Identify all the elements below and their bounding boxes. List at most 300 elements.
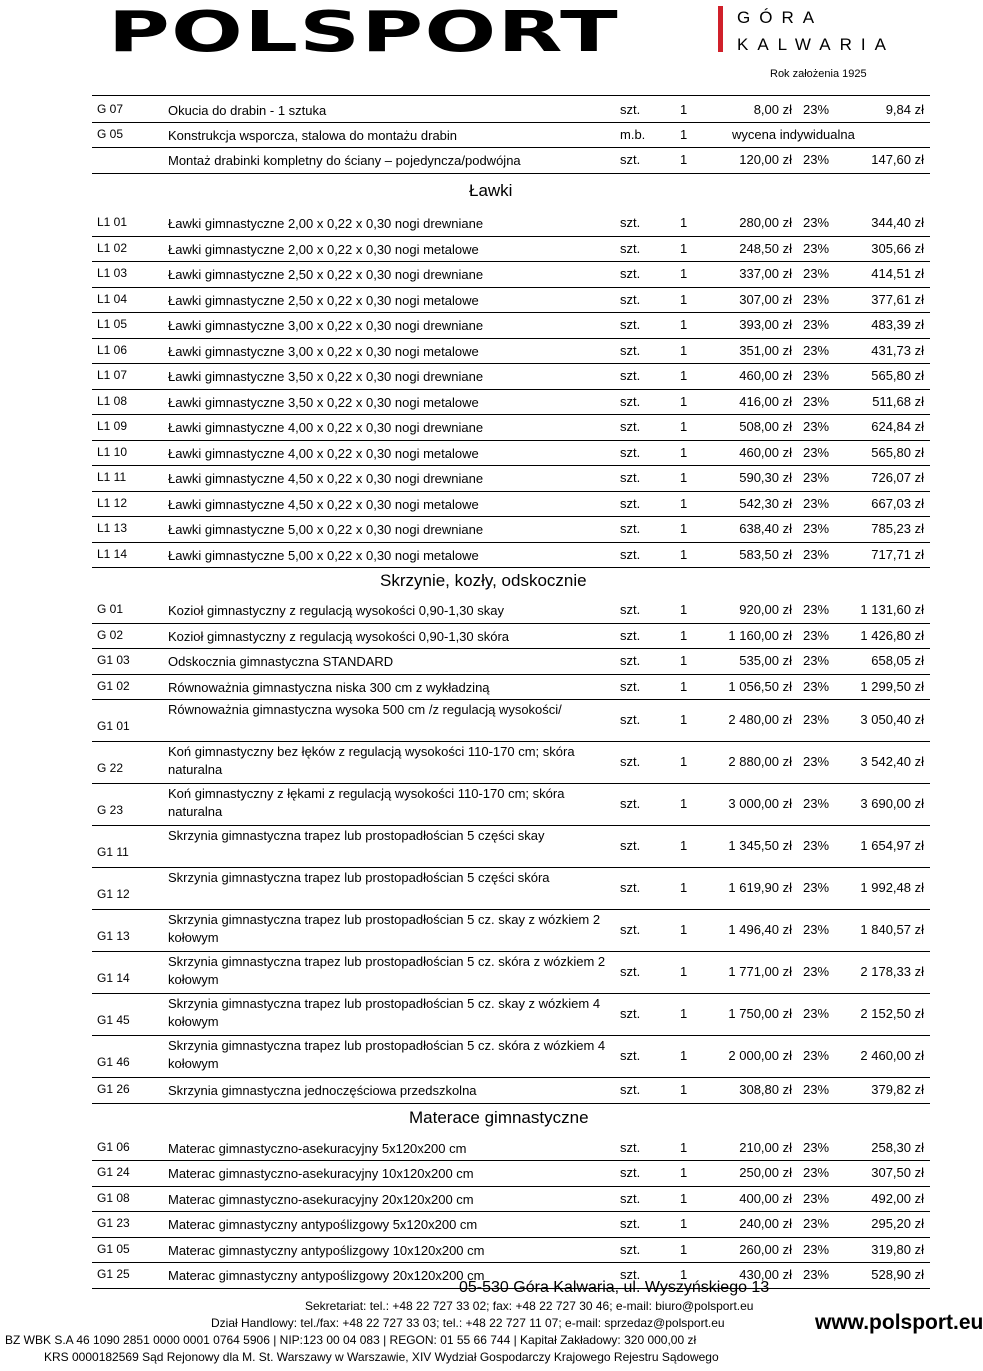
row-net-price: 400,00 zł — [739, 1190, 792, 1206]
row-name: Ławki gimnastyczne 5,00 x 0,22 x 0,30 nogi drewniane — [168, 522, 484, 537]
row-name: Ławki gimnastyczne 3,50 x 0,22 x 0,30 nogi metalowe — [168, 394, 479, 410]
row-code: G1 46 — [97, 1055, 130, 1069]
row-gross-price: 2 178,33 zł — [860, 964, 924, 979]
row-gross-price: 9,84 zł — [885, 102, 924, 117]
row-unit: szt. — [620, 1190, 641, 1206]
row-code: L1 08 — [97, 393, 128, 408]
row-code: G 07 — [97, 102, 124, 116]
row-vat: 23% — [803, 653, 830, 668]
row-net-price: 1 345,50 zł — [728, 838, 792, 853]
row-vat: 23% — [803, 1082, 830, 1097]
row-vat: 23% — [803, 444, 830, 460]
row-qty: 1 — [680, 653, 688, 668]
table-row — [92, 261, 930, 288]
row-code: G 01 — [97, 602, 124, 616]
table-row — [92, 147, 930, 174]
row-net-price: 416,00 zł — [739, 393, 792, 409]
row-name: Konstrukcja wsporcza, stalowa do montażu drabin — [168, 128, 458, 143]
row-net-price: 508,00 zł — [739, 419, 792, 434]
table-top-border — [92, 95, 930, 96]
row-gross-price: 1 426,80 zł — [860, 627, 924, 643]
table-row — [92, 867, 930, 910]
row-code: G1 24 — [97, 1165, 130, 1179]
website-link[interactable]: www.polsport.eu — [815, 1311, 983, 1334]
row-gross-price: 511,68 zł — [872, 393, 924, 409]
table-row — [92, 1211, 930, 1238]
section-title-materace: Materace gimnastyczne — [409, 1107, 589, 1127]
section-title-lawki: Ławki — [469, 181, 513, 200]
row-name: Skrzynia gimnastyczna trapez lub prostopadłościan 5 części skóra — [168, 870, 550, 885]
row-net-price: 351,00 zł — [739, 342, 792, 358]
table-row — [92, 389, 930, 416]
row-net-price: 2 000,00 zł — [728, 1048, 792, 1063]
row-net-price: 393,00 zł — [739, 317, 792, 332]
row-net-price: 248,50 zł — [739, 240, 792, 256]
table-row — [92, 414, 930, 441]
table-row — [92, 236, 930, 263]
row-qty: 1 — [680, 1165, 688, 1180]
row-unit: szt. — [620, 712, 641, 727]
table-row — [92, 993, 930, 1036]
row-qty: 1 — [680, 880, 688, 895]
row-gross-price: 1 840,57 zł — [860, 922, 924, 937]
row-vat: 23% — [803, 291, 830, 307]
row-unit: szt. — [620, 470, 641, 485]
row-gross-price: 258,30 zł — [871, 1139, 924, 1155]
row-code: L1 12 — [97, 495, 128, 510]
row-gross-price: 377,61 zł — [871, 291, 924, 307]
row-net-price: 2 880,00 zł — [728, 754, 792, 769]
row-unit: szt. — [620, 291, 641, 307]
row-vat: 23% — [803, 838, 830, 853]
row-gross-price: 379,82 zł — [871, 1082, 924, 1097]
row-qty: 1 — [680, 521, 688, 536]
row-qty: 1 — [680, 678, 688, 694]
row-gross-price: 1 299,50 zł — [860, 678, 924, 694]
table-row — [92, 674, 930, 701]
row-vat: 23% — [803, 393, 830, 409]
row-unit: szt. — [620, 653, 641, 668]
table-row — [92, 465, 930, 492]
row-qty: 1 — [680, 215, 688, 230]
row-vat: 23% — [803, 1216, 830, 1231]
row-gross-price: 1 131,60 zł — [860, 602, 924, 617]
row-name: Skrzynia gimnastyczna jednoczęściowa przedszkolna — [168, 1083, 477, 1098]
row-name: Równoważnia gimnastyczna niska 300 cm z wykładziną — [168, 679, 490, 695]
footer-sales: Dział Handlowy: tel./fax: +48 22 727 33 03; tel.: +48 22 727 11 07; e-mail: sprzedaz@polsport.eu — [211, 1316, 725, 1330]
table-row — [92, 648, 930, 675]
row-name: Ławki gimnastyczne 2,00 x 0,22 x 0,30 nogi drewniane — [168, 216, 484, 231]
row-qty: 1 — [680, 102, 688, 117]
row-vat: 23% — [803, 266, 830, 281]
row-gross-price: 565,80 zł — [871, 368, 924, 383]
row-name: Materac gimnastyczno-asekuracyjny 20x120x200 cm — [168, 1191, 474, 1207]
row-unit: szt. — [620, 1006, 641, 1021]
row-code: L1 07 — [97, 368, 128, 382]
row-qty: 1 — [680, 368, 688, 383]
table-row — [92, 1135, 930, 1162]
row-code: G 23 — [97, 803, 124, 817]
row-net-price: 1 160,00 zł — [728, 627, 792, 643]
row-gross-price: 305,66 zł — [871, 240, 924, 256]
city-line-2: KALWARIA — [737, 35, 895, 54]
row-name: Ławki gimnastyczne 4,50 x 0,22 x 0,30 nogi metalowe — [168, 496, 479, 512]
row-net-price: 120,00 zł — [739, 152, 792, 167]
row-qty: 1 — [680, 342, 688, 358]
row-code: L1 02 — [97, 240, 128, 255]
row-unit: szt. — [620, 796, 641, 811]
row-net-price: 260,00 zł — [739, 1241, 792, 1257]
row-qty: 1 — [680, 754, 688, 769]
row-name: Materac gimnastyczno-asekuracyjny 10x120x200 cm — [168, 1166, 474, 1181]
row-code: G1 25 — [97, 1267, 130, 1281]
row-vat: 23% — [803, 470, 830, 485]
row-qty: 1 — [680, 712, 688, 727]
row-qty: 1 — [680, 627, 688, 643]
row-unit: szt. — [620, 964, 641, 979]
row-gross-price: 717,71 zł — [871, 546, 924, 562]
row-code: L1 06 — [97, 342, 128, 357]
row-unit: szt. — [620, 754, 641, 769]
row-name: Ławki gimnastyczne 3,50 x 0,22 x 0,30 nogi drewniane — [168, 369, 484, 384]
table-row — [92, 1035, 930, 1078]
table-row — [92, 597, 930, 624]
row-vat: 23% — [803, 368, 830, 383]
row-name: Montaż drabinki kompletny do ściany – pojedyncza/podwójna — [168, 153, 521, 168]
row-net-price: 1 771,00 zł — [728, 964, 792, 979]
row-code: L1 13 — [97, 521, 128, 535]
row-code: G1 14 — [97, 971, 130, 985]
row-qty: 1 — [680, 922, 688, 937]
row-code: G1 11 — [97, 845, 129, 859]
row-vat: 23% — [803, 602, 830, 617]
row-unit: szt. — [620, 317, 641, 332]
row-name: Materac gimnastyczno-asekuracyjny 5x120x200 cm — [168, 1140, 467, 1156]
row-qty: 1 — [680, 240, 688, 256]
row-name: Materac gimnastyczny antypoślizgowy 20x120x200 cm — [168, 1268, 485, 1283]
footer-bank: BZ WBK S.A 46 1090 2851 0000 0001 0764 5906 | NIP:123 00 04 083 | REGON: 01 55 66 744 | Kapitał Zakładowy: 320 000,00 zł — [5, 1333, 697, 1347]
row-code: L1 04 — [97, 291, 128, 306]
row-name: Ławki gimnastyczne 4,00 x 0,22 x 0,30 nogi drewniane — [168, 420, 484, 435]
row-net-price: 3 000,00 zł — [728, 796, 792, 811]
row-unit: szt. — [620, 495, 641, 511]
row-gross-price: 565,80 zł — [871, 444, 924, 460]
row-code: L1 14 — [97, 546, 128, 561]
row-qty: 1 — [680, 1006, 688, 1021]
row-unit: szt. — [620, 215, 641, 230]
row-gross-price: 3 050,40 zł — [860, 712, 924, 727]
table-row — [92, 741, 930, 784]
row-note: wycena indywidualna — [732, 127, 855, 142]
row-vat: 23% — [803, 317, 830, 332]
row-unit: m.b. — [620, 127, 646, 142]
table-row — [92, 338, 930, 365]
footer-secretariat: Sekretariat: tel.: +48 22 727 33 02; fax: +48 22 727 30 46; e-mail: biuro@polsport.eu — [305, 1299, 754, 1313]
table-row — [92, 783, 930, 826]
row-qty: 1 — [680, 838, 688, 853]
row-gross-price: 2 460,00 zł — [860, 1048, 924, 1063]
row-name: Ławki gimnastyczne 4,50 x 0,22 x 0,30 nogi drewniane — [168, 471, 484, 486]
row-qty: 1 — [680, 127, 688, 142]
row-unit: szt. — [620, 240, 641, 256]
row-net-price: 8,00 zł — [753, 102, 792, 117]
row-gross-price: 1 654,97 zł — [860, 838, 924, 853]
row-code: G1 02 — [97, 678, 130, 693]
row-name: Ławki gimnastyczne 3,00 x 0,22 x 0,30 nogi metalowe — [168, 343, 479, 359]
row-vat: 23% — [803, 678, 830, 694]
table-row — [92, 1077, 930, 1104]
row-qty: 1 — [680, 1241, 688, 1257]
row-name: Ławki gimnastyczne 2,00 x 0,22 x 0,30 nogi metalowe — [168, 241, 479, 257]
row-code: G1 05 — [97, 1241, 130, 1256]
table-row — [92, 909, 930, 952]
table-row — [92, 363, 930, 390]
table-row — [92, 122, 930, 148]
row-vat: 23% — [803, 419, 830, 434]
row-net-price: 250,00 zł — [739, 1165, 792, 1180]
row-vat: 23% — [803, 880, 830, 895]
row-code: G1 08 — [97, 1190, 130, 1205]
row-unit: szt. — [620, 1139, 641, 1155]
row-code: G1 03 — [97, 653, 130, 667]
row-code: L1 03 — [97, 266, 128, 280]
row-gross-price: 147,60 zł — [871, 152, 924, 167]
row-vat: 23% — [803, 712, 830, 727]
row-code: L1 10 — [97, 444, 128, 459]
row-code: G 02 — [97, 627, 124, 642]
row-unit: szt. — [620, 368, 641, 383]
row-vat: 23% — [803, 215, 830, 230]
row-qty: 1 — [680, 393, 688, 409]
row-vat: 23% — [803, 1048, 830, 1063]
row-qty: 1 — [680, 546, 688, 562]
row-code: L1 05 — [97, 317, 128, 331]
row-net-price: 535,00 zł — [739, 653, 792, 668]
row-code: G1 23 — [97, 1216, 130, 1230]
row-code: G1 26 — [97, 1082, 130, 1096]
row-code: G1 45 — [97, 1013, 130, 1027]
row-name: Skrzynia gimnastyczna trapez lub prostopadłościan 5 cz. skay z wózkiem 2 kołowym — [168, 912, 601, 945]
table-row — [92, 542, 930, 569]
row-net-price: 1 619,90 zł — [728, 880, 792, 895]
row-code: G 05 — [97, 127, 124, 141]
row-vat: 23% — [803, 1241, 830, 1257]
row-qty: 1 — [680, 1139, 688, 1155]
row-unit: szt. — [620, 838, 641, 853]
row-gross-price: 295,20 zł — [871, 1216, 924, 1231]
row-qty: 1 — [680, 1267, 688, 1282]
row-vat: 23% — [803, 1190, 830, 1206]
row-gross-price: 2 152,50 zł — [860, 1006, 924, 1021]
polsport-logo: POLSPORT — [108, 0, 619, 65]
page-header — [0, 0, 960, 92]
row-vat: 23% — [803, 152, 830, 167]
row-name: Koń gimnastyczny z łękami z regulacją wysokości 110-170 cm; skóra naturalna — [168, 786, 565, 819]
row-vat: 23% — [803, 1006, 830, 1021]
table-row — [92, 210, 930, 237]
row-code: L1 01 — [97, 215, 128, 229]
row-unit: szt. — [620, 419, 641, 434]
row-gross-price: 3 690,00 zł — [860, 796, 924, 811]
row-name: Odskocznia gimnastyczna STANDARD — [168, 654, 394, 669]
row-gross-price: 319,80 zł — [871, 1241, 924, 1257]
row-unit: szt. — [620, 602, 641, 617]
row-gross-price: 1 992,48 zł — [860, 880, 924, 895]
row-qty: 1 — [680, 419, 688, 434]
row-vat: 23% — [803, 964, 830, 979]
row-gross-price: 528,90 zł — [871, 1267, 924, 1282]
table-row — [92, 1237, 930, 1264]
row-unit: szt. — [620, 922, 641, 937]
row-qty: 1 — [680, 444, 688, 460]
row-net-price: 308,80 zł — [739, 1082, 792, 1097]
section-title-skrzynie: Skrzynie, kozły, odskocznie — [380, 571, 587, 590]
table-row — [92, 440, 930, 467]
row-unit: szt. — [620, 521, 641, 536]
row-net-price: 583,50 zł — [739, 546, 792, 562]
city-line-1: GÓRA — [737, 8, 824, 27]
row-qty: 1 — [680, 291, 688, 307]
row-net-price: 1 496,40 zł — [728, 922, 792, 937]
logo-separator — [718, 6, 723, 52]
row-name: Skrzynia gimnastyczna trapez lub prostopadłościan 5 części skay — [168, 828, 545, 843]
row-name: Równoważnia gimnastyczna wysoka 500 cm /z regulacją wysokości/ — [168, 702, 562, 717]
footer-krs: KRS 0000182569 Sąd Rejonowy dla M. St. Warszawy w Warszawie, XIV Wydział Gospodarczy Krajowego Rejestru Sądowego — [44, 1350, 719, 1364]
row-name: Ławki gimnastyczne 4,00 x 0,22 x 0,30 nogi metalowe — [168, 445, 479, 461]
row-gross-price: 414,51 zł — [871, 266, 924, 281]
row-name: Kozioł gimnastyczny z regulacją wysokości 0,90-1,30 skay — [168, 603, 504, 618]
row-name: Skrzynia gimnastyczna trapez lub prostopadłościan 5 cz. skóra z wózkiem 4 kołowym — [168, 1038, 606, 1071]
table-row — [92, 825, 930, 868]
row-code: L1 09 — [97, 419, 128, 433]
row-net-price: 542,30 zł — [739, 495, 792, 511]
row-code: G 22 — [97, 761, 124, 775]
row-net-price: 460,00 zł — [739, 368, 792, 383]
row-name: Koń gimnastyczny bez łęków z regulacją wysokości 110-170 cm; skóra naturalna — [168, 744, 575, 777]
row-vat: 23% — [803, 495, 830, 511]
row-name: Kozioł gimnastyczny z regulacją wysokości 0,90-1,30 skóra — [168, 628, 510, 644]
row-gross-price: 344,40 zł — [871, 215, 924, 230]
row-net-price: 590,30 zł — [739, 470, 792, 485]
row-unit: szt. — [620, 1216, 641, 1231]
row-code: G1 13 — [97, 929, 130, 943]
row-gross-price: 307,50 zł — [871, 1165, 924, 1180]
row-vat: 23% — [803, 342, 830, 358]
row-net-price: 920,00 zł — [739, 602, 792, 617]
row-gross-price: 3 542,40 zł — [860, 754, 924, 769]
row-name: Materac gimnastyczny antypoślizgowy 5x120x200 cm — [168, 1217, 478, 1232]
row-net-price: 307,00 zł — [739, 291, 792, 307]
row-net-price: 280,00 zł — [739, 215, 792, 230]
row-net-price: 337,00 zł — [739, 266, 792, 281]
row-qty: 1 — [680, 470, 688, 485]
table-row — [92, 951, 930, 994]
row-unit: szt. — [620, 1165, 641, 1180]
row-qty: 1 — [680, 152, 688, 167]
row-unit: szt. — [620, 1267, 641, 1282]
row-qty: 1 — [680, 796, 688, 811]
row-unit: szt. — [620, 678, 641, 694]
row-vat: 23% — [803, 521, 830, 536]
table-row — [92, 1160, 930, 1187]
row-net-price: 1 750,00 zł — [728, 1006, 792, 1021]
row-qty: 1 — [680, 602, 688, 617]
row-unit: szt. — [620, 266, 641, 281]
row-vat: 23% — [803, 240, 830, 256]
table-row — [92, 312, 930, 339]
row-vat: 23% — [803, 1139, 830, 1155]
page-footer — [0, 1275, 983, 1371]
row-gross-price: 726,07 zł — [871, 470, 924, 485]
row-qty: 1 — [680, 1216, 688, 1231]
table-row — [92, 491, 930, 518]
row-unit: szt. — [620, 880, 641, 895]
row-vat: 23% — [803, 546, 830, 562]
table-row — [92, 287, 930, 314]
row-gross-price: 483,39 zł — [871, 317, 924, 332]
row-name: Okucia do drabin - 1 sztuka — [168, 103, 327, 118]
row-qty: 1 — [680, 495, 688, 511]
row-vat: 23% — [803, 796, 830, 811]
row-qty: 1 — [680, 266, 688, 281]
row-qty: 1 — [680, 1190, 688, 1206]
row-net-price: 210,00 zł — [739, 1139, 792, 1155]
row-gross-price: 658,05 zł — [871, 653, 924, 668]
row-name: Materac gimnastyczny antypoślizgowy 10x120x200 cm — [168, 1242, 485, 1258]
table-row — [92, 516, 930, 543]
footer-address: 05-530 Góra Kalwaria, ul. Wyszyńskiego 13 — [459, 1279, 770, 1296]
row-name: Ławki gimnastyczne 3,00 x 0,22 x 0,30 nogi drewniane — [168, 318, 484, 333]
row-unit: szt. — [620, 102, 641, 117]
row-qty: 1 — [680, 1048, 688, 1063]
row-unit: szt. — [620, 342, 641, 358]
row-unit: szt. — [620, 152, 641, 167]
table-row — [92, 699, 930, 742]
row-code: G1 01 — [97, 719, 130, 733]
row-unit: szt. — [620, 1082, 641, 1097]
row-vat: 23% — [803, 1165, 830, 1180]
table-row — [92, 1186, 930, 1213]
row-net-price: 430,00 zł — [739, 1267, 792, 1282]
row-vat: 23% — [803, 102, 830, 117]
row-qty: 1 — [680, 1082, 688, 1097]
row-name: Ławki gimnastyczne 2,50 x 0,22 x 0,30 nogi drewniane — [168, 267, 484, 282]
row-vat: 23% — [803, 754, 830, 769]
row-gross-price: 624,84 zł — [871, 419, 924, 434]
row-vat: 23% — [803, 627, 830, 643]
row-code: G1 12 — [97, 887, 130, 901]
row-unit: szt. — [620, 546, 641, 562]
row-unit: szt. — [620, 627, 641, 643]
row-qty: 1 — [680, 964, 688, 979]
row-vat: 23% — [803, 922, 830, 937]
row-unit: szt. — [620, 1048, 641, 1063]
row-gross-price: 492,00 zł — [871, 1190, 924, 1206]
row-gross-price: 785,23 zł — [871, 521, 924, 536]
row-gross-price: 431,73 zł — [871, 342, 924, 358]
row-code: G1 06 — [97, 1139, 130, 1154]
table-row — [92, 623, 930, 650]
row-unit: szt. — [620, 444, 641, 460]
row-net-price: 460,00 zł — [739, 444, 792, 460]
row-net-price: 2 480,00 zł — [728, 712, 792, 727]
founded-note: Rok założenia 1925 — [770, 68, 867, 80]
row-name: Skrzynia gimnastyczna trapez lub prostopadłościan 5 cz. skóra z wózkiem 2 kołowym — [168, 954, 606, 987]
row-net-price: 1 056,50 zł — [728, 678, 792, 694]
table-row — [92, 97, 930, 123]
row-name: Ławki gimnastyczne 2,50 x 0,22 x 0,30 nogi metalowe — [168, 292, 479, 308]
row-name: Ławki gimnastyczne 5,00 x 0,22 x 0,30 nogi metalowe — [168, 547, 479, 563]
